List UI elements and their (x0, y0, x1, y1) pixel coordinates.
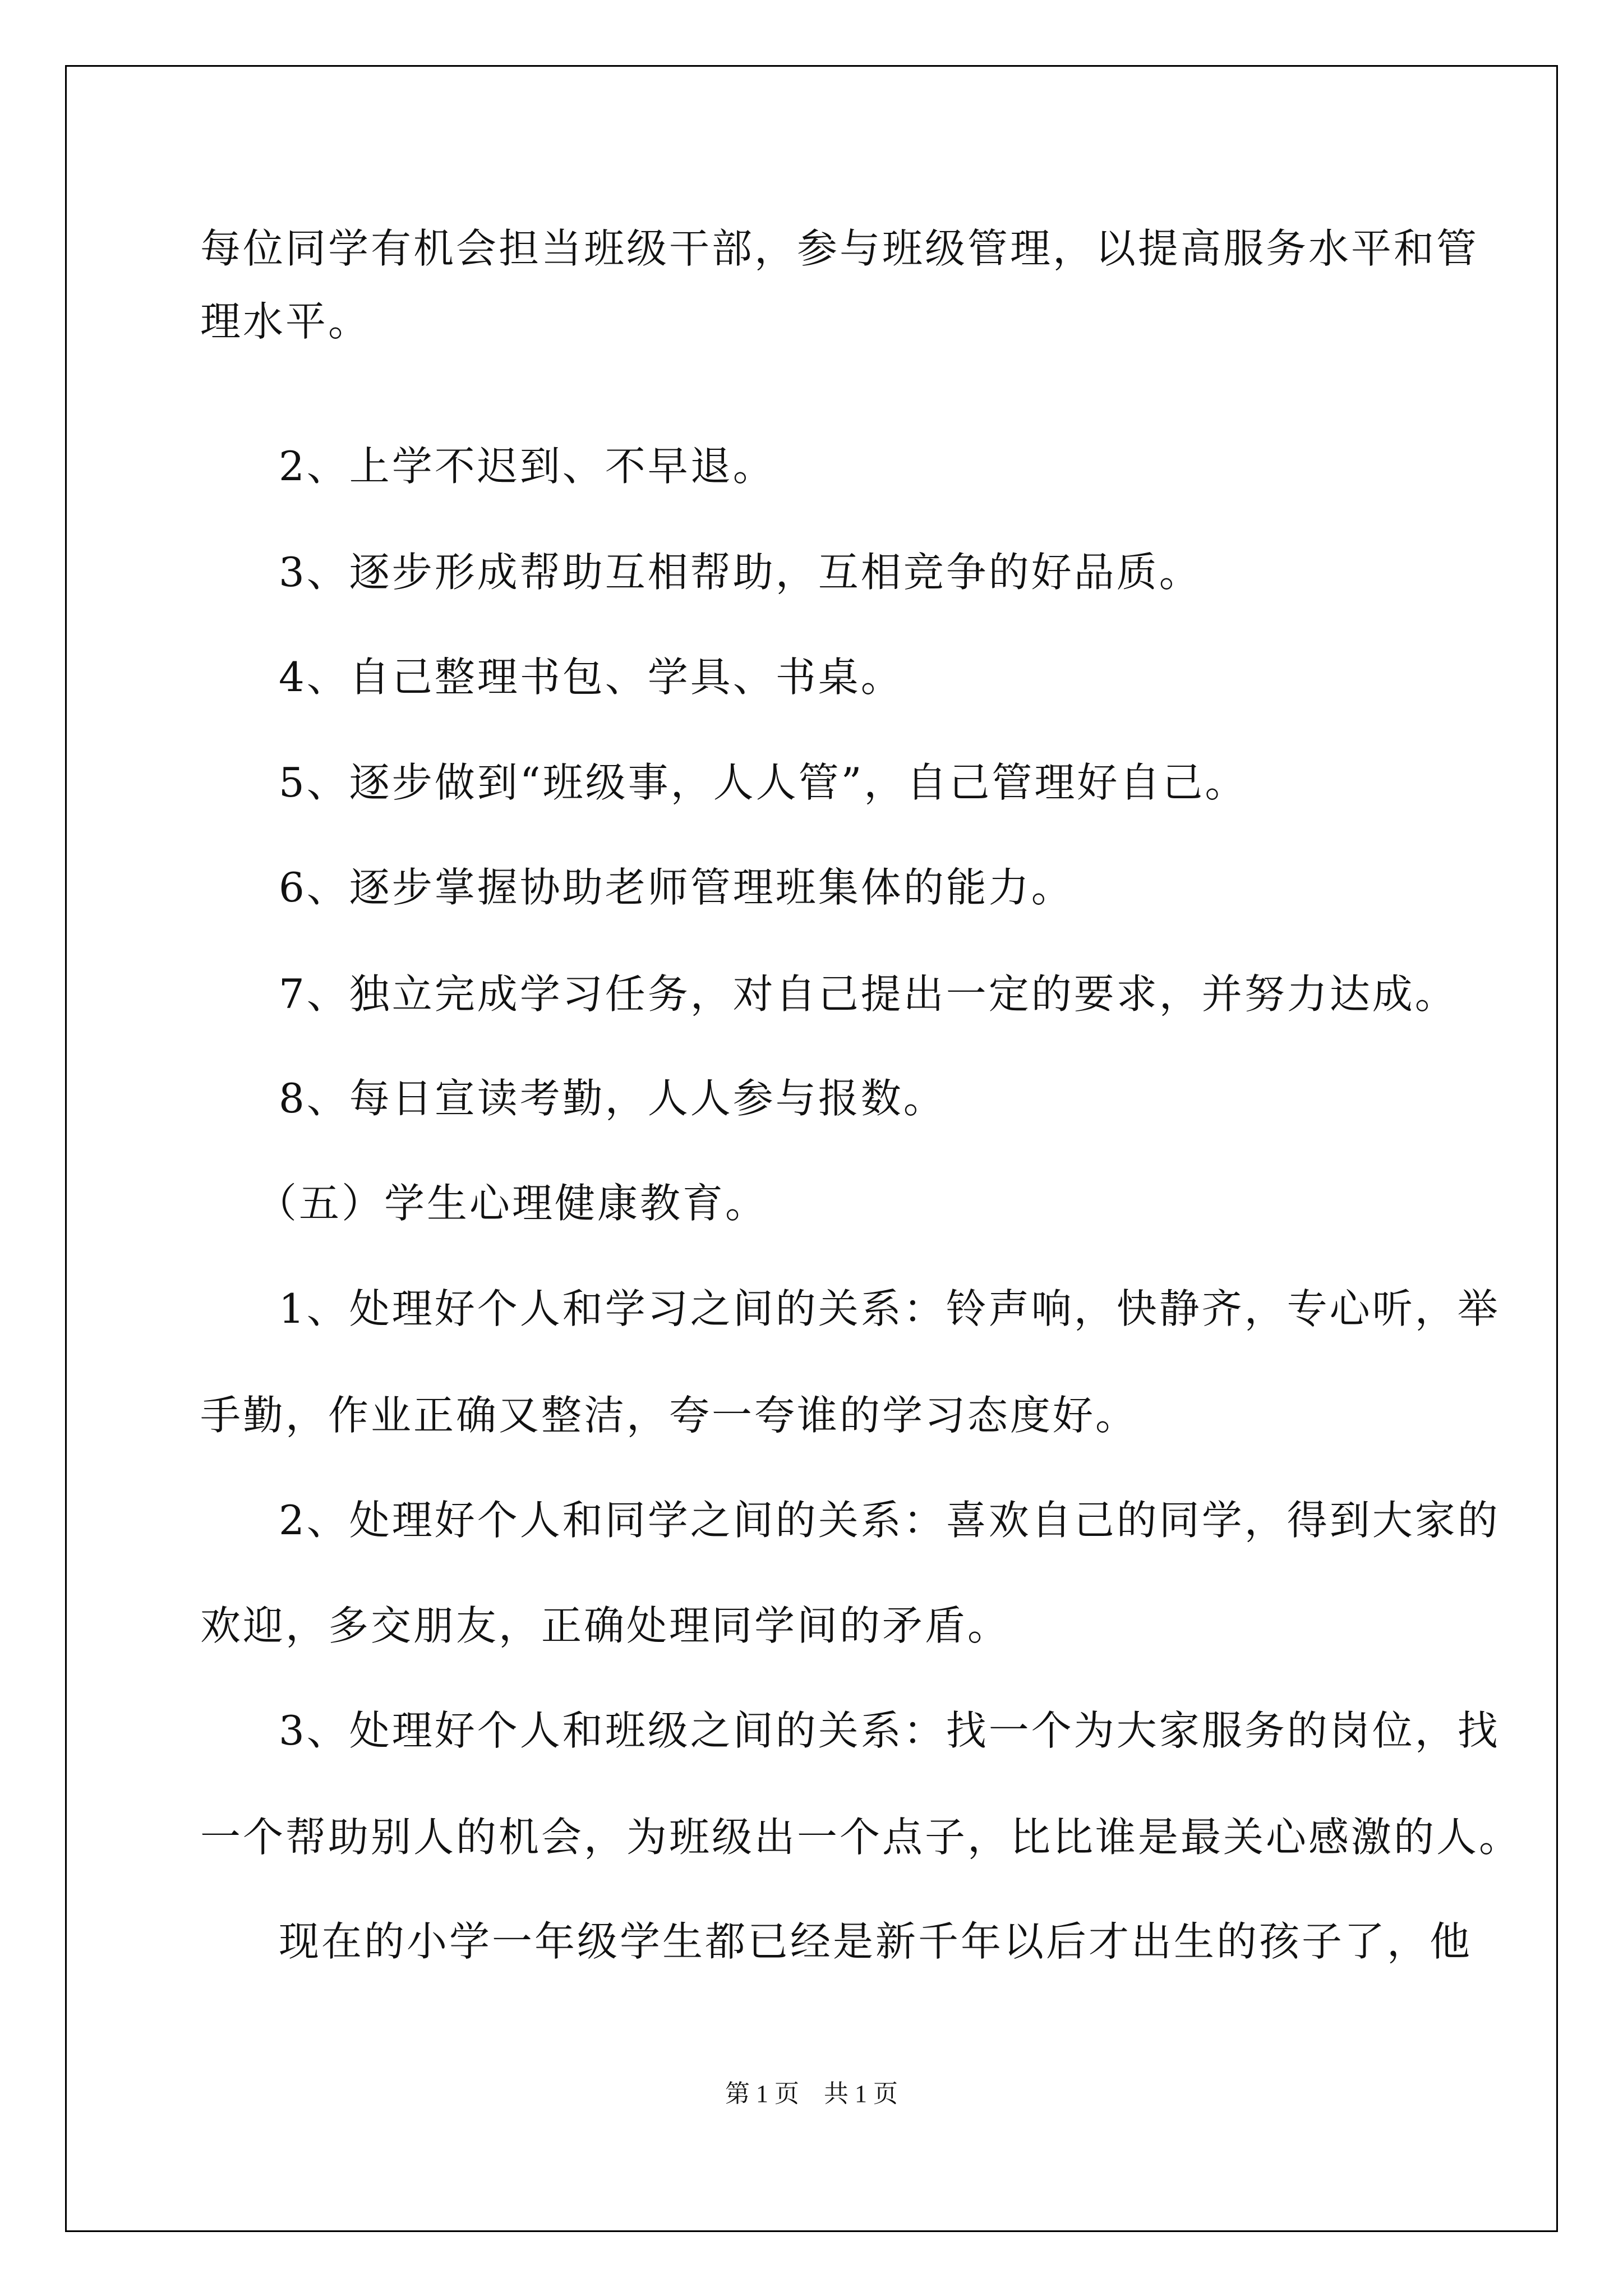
paragraph-line: 4、自己整理书包、学具、书桌。 (279, 654, 903, 701)
paragraph-line: 现在的小学一年级学生都已经是新千年以后才出生的孩子了，他 (279, 1918, 1473, 1965)
paragraph-line: 5、逐步做到“班级事，人人管”，自己管理好自己。 (279, 759, 1248, 806)
paragraph-line: 每位同学有机会担当班级干部，参与班级管理，以提高服务水平和管 (200, 225, 1479, 272)
paragraph-line: 3、处理好个人和班级之间的关系：找一个为大家服务的岗位，找 (279, 1707, 1500, 1754)
paragraph-line: 1、处理好个人和学习之间的关系：铃声响，快静齐，专心听，举 (279, 1285, 1500, 1332)
page-border (65, 65, 1558, 2232)
paragraph-line: 欢迎，多交朋友，正确处理同学间的矛盾。 (200, 1602, 1011, 1649)
paragraph-line: 8、每日宣读考勤，人人参与报数。 (279, 1075, 946, 1122)
paragraph-line: 2、处理好个人和同学之间的关系：喜欢自己的同学，得到大家的 (279, 1497, 1500, 1544)
section-heading: （五）学生心理健康教育。 (256, 1180, 768, 1227)
paragraph-line: 手勤，作业正确又整洁，夸一夸谁的学习态度好。 (200, 1392, 1138, 1439)
paragraph-line: 6、逐步掌握协助老师管理班集体的能力。 (279, 864, 1074, 911)
paragraph-line: 3、逐步形成帮助互相帮助，互相竞争的好品质。 (279, 549, 1202, 596)
page-number-footer: 第 1 页 共 1 页 (725, 2080, 898, 2108)
paragraph-line: 2、上学不迟到、不早退。 (279, 443, 776, 490)
paragraph-line: 理水平。 (200, 298, 371, 345)
paragraph-line: 一个帮助别人的机会，为班级出一个点子，比比谁是最关心感激的人。 (200, 1814, 1522, 1861)
paragraph-line: 7、独立完成学习任务，对自己提出一定的要求，并努力达成。 (279, 970, 1458, 1018)
